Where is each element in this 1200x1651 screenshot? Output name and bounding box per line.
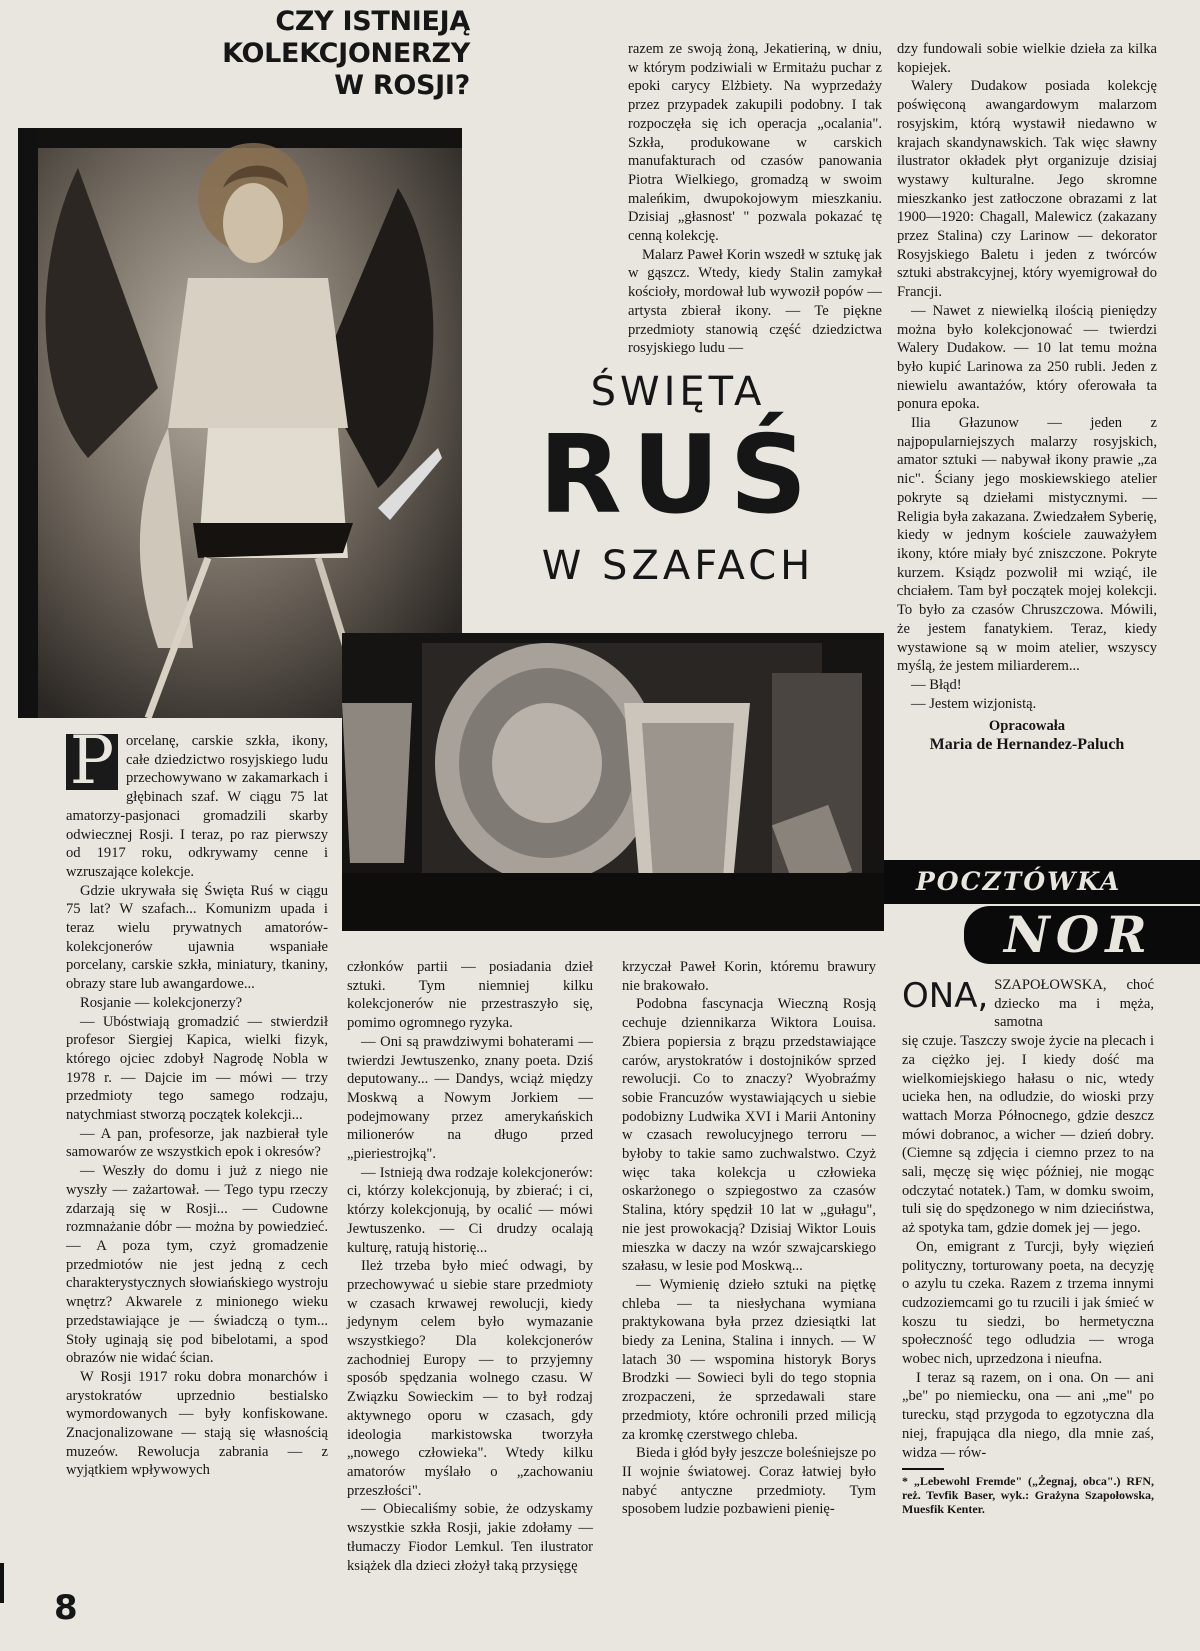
pocztowka-label: POCZTÓWKA — [916, 867, 1122, 896]
left-edge-mark — [0, 1563, 4, 1603]
paragraph: — Wymienię dzieło sztuki na piętkę chleba — ta niesłychana wymiana praktykowana była przez dziesiątki lat biedy za Lenina, Stalina i innych. — W latach 30 — wspomina historyk Borys Brodzki — Sowieci byli do tego stopnia zrozpaczeni, że sprzedawali stare przedmioty, które ochronili przed milicją za kromkę czerstwego chleba. — [622, 1276, 876, 1443]
kicker-title — [150, 6, 470, 102]
paragraph: — Istnieją dwa rodzaje kolekcjonerów: ci, którzy kolekcjonują, by zbierać; i ci, którzy kolekcjonują, by ocalić — mówi Jewtuszenko. — Ci drudzy ocalają kulturę, ratują historię... — [347, 1164, 593, 1256]
paragraph: Podobna fascynacja Wieczną Rosją cechuje dziennikarza Wiktora Louisa. Zbiera popiersia z brązu przedstawiające carów, arystokratów i dostojników sprzed rewolucji. Co to znaczy? Wyobraźmy sobie Francuzów wystawiających u siebie podobizny Ludwika XVI i Marii Antoniny w czasach rewolucyjnego terroru — byłoby to takie samo zuchwalstwo. Czyż więc taka kolekcja u człowieka oskarżonego o szpiegostwo za czasów Stalina, który spędził 10 lat w „gułagu", nie jest prowokacją? Dzisiaj Wiktor Louis mieszka w daczy na wzór szwajcarskiego szałasu, w lesie pod Moskwą... — [622, 996, 876, 1275]
paragraph: — Jestem wizjonistą. — [911, 695, 1037, 712]
paragraph: krzyczał Paweł Korin, któremu brawury nie brakowało. — [622, 959, 876, 994]
headline-line-2: RUŚ — [538, 413, 818, 538]
paragraph: razem ze swoją żoną, Jekatieriną, w dniu, w którym podziwiali w Ermitażu puchar z epoki carycy Elżbiety. Na wyprzedaży przez przypadek zakupili podobny. I tak rozpoczęła się ich operacja „ocalania". Szkła, produkowane w carskich manufakturach od czasów panowania Piotra Wielkiego, gromadzą w swoim maleńkim, dwupokojowym mieszkaniu. Dzisiaj „głasnost' " pozwala pokazać tę cenną kolekcję. — [628, 41, 882, 245]
paragraph: — Nawet z niewielką ilością pieniędzy można było kolekcjonować — twierdzi Walery Dudakow. — 10 lat temu można było kupić Larinowa za 250 rubli. Jeden z niewielu awantażów, który oferowała ta ponura epoka. — [897, 302, 1157, 413]
paragraph: — Błąd! — [911, 676, 962, 693]
article-column-3-bottom — [622, 958, 876, 1519]
nor-label: NOR — [1004, 905, 1153, 964]
credit-name: Maria de Hernandez-Paluch — [929, 736, 1125, 754]
article-column-2 — [347, 958, 593, 1575]
article-column-3-top — [628, 40, 882, 358]
kicker-line: CZY ISTNIEJĄ — [275, 6, 470, 37]
paragraph: Bieda i głód były jeszcze boleśniejsze po II wojnie światowej. Coraz łatwiej było nabyć antyczne przedmioty. Tym sposobem ludzie pozbawieni pienię- — [622, 1445, 876, 1518]
paragraph: On, emigrant z Turcji, były więzień polityczny, torturowany poeta, na decyzję o azylu tu czeka. Razem z trzema innymi cudzoziemcami go tu rzucili i jak śmieć w koszu tu siedzi, bo hermetyczna społeczność tego odludzia — wroga wobec nich, uprzedzona i nieufna. — [902, 1238, 1154, 1368]
paragraph: Rosjanie — kolekcjonerzy? — [80, 994, 243, 1011]
article-column-1 — [66, 722, 328, 1480]
paragraph: — Oni są prawdziwymi bohaterami — twierdzi Jewtuszenko, znany poeta. Dziś deputowany... — Dandys, wciąż między Moskwą a Nowym Jorkiem — podejmowany przez amerykańskich milionerów na długo przed „pieriestrojką". — [347, 1033, 593, 1163]
headline — [498, 368, 858, 596]
silverware-image — [342, 633, 884, 931]
footnote-divider — [902, 1468, 944, 1470]
page-number: 8 — [54, 1588, 78, 1628]
sidebar-lead-small: SZAPOŁOWSKA, choć dziecko ma i męża, samotna — [994, 977, 1154, 1031]
paragraph: Malarz Paweł Korin wszedł w sztukę jak w gąszcz. Wtedy, kiedy Stalin zamykał kościoły, mordował lub wywoził popów — artysta zbierał ikony. — Te piękne przedmioty stanowią część dziedzictwa rosyjskiego ludu — — [628, 246, 882, 357]
icon-photo — [18, 128, 462, 718]
paragraph: W Rosji 1917 roku dobra monarchów i arystokratów uprzednio bestialsko wymordowanych — były konfiskowane. Znacjonalizowane — stają się własnością muzeów. Rewolucja zabrania — z wyjątkiem wpływowych — [66, 1368, 328, 1479]
paragraph: Ilia Głazunow — jeden z najpopularniejszych malarzy rosyjskich, amator sztuki — nabywał ikony prawie „za nic". Ściany jego moskiewskiego atelier pokryte są dziełami mistycznymi. — Religia była zakazana. Zwiedzałem Syberię, kiedy w jednym kościele zauważyłem ikony, które miały być zniszczone. Pokryte kurzem. Ksiądz pozwolił mi wziąć, ile chciałem. Tam był początek mojej kolekcji. To było za czasów Chruszczowa. Mówili, że jestem fanatykiem. Teraz, kiedy wystawione są w moim atelier, wszyscy myślą, że jestem miliarderem... — [897, 415, 1157, 675]
sidebar-lead-big: ONA, — [902, 976, 989, 1016]
pocztowka-banner — [884, 860, 1200, 904]
paragraph: — Weszły do domu i już z niego nie wyszły — zażartował. — Tego typu rzeczy zdarzają się w Rosji... — Cudowne rozmnażanie dóbr — można by powiedzieć. — A poza tym, czyż gromadzenie przedmiotów nie jest jedną z cech charakterystycznych słowiańskiego wystroju wnętrz? Akwarele z minionego wieku przedstawiające je — świadczą o tym... Stoły uginają się pod bibelotami, a spod obrazów nie widać ścian. — [66, 1163, 328, 1367]
nor-title-box — [964, 906, 1200, 964]
paragraph: członków partii — posiadania dzieł sztuki. Tym niemniej kilku kolekcjonerów nie przestraszyło się, pomimo ogromnego ryzyka. — [347, 959, 593, 1032]
kicker-line: KOLEKCJONERZY — [222, 38, 470, 69]
paragraph: Walery Dudakow posiada kolekcję poświęconą awangardowym malarzom rosyjskim, którą wystawił niedawno w krajach skandynawskich. Tak więc sławny ilustrator okładek płyt organizuje dzisiaj wystawy kulturalne. Jego skromne mieszkanko jest zatłoczone obrazami z lat 1900—1920: Chagall, Malewicz (zakazany przez Stalina) czy Larinow — dekorator Rosyjskiego Baletu i jeden z twórców sztuki abstrakcyjnej, który wyemigrował do Francji. — [897, 78, 1157, 301]
kicker-line: W ROSJI? — [334, 70, 470, 101]
paragraph: dzy fundowali sobie wielkie dzieła za kilka kopiejek. — [897, 41, 1157, 76]
paragraph: Ileż trzeba było mieć odwagi, by przechowywać u siebie stare przedmioty w czasach krwawej rewolucji, kiedy jedynym celem było wymazanie wszystkiego? Dla kolekcjonerów zachodniej Europy — to przyjemny sposób spędzania wolnego czasu. W Związku Sowieckim — to był rodzaj aktywnego oporu w czasach, gdy ideologia markistowska tworzyła „nowego człowieka". Wtedy kilku amatorów myślało o „zachowaniu przeszłości". — [347, 1258, 593, 1499]
silver-photo — [342, 633, 884, 931]
article-column-4 — [897, 40, 1157, 755]
headline-line-1: ŚWIĘTA — [590, 369, 766, 415]
paragraph: — Obiecaliśmy sobie, że odzyskamy wszystkie szkła Rosji, jakie zdołamy — tłumaczy Fiodor Lemkul. Ten ilustrator książek dla dzieci złożył taką przysięgę — [347, 1501, 593, 1574]
paragraph: się czuje. Taszczy swoje życie na plecach i za ciężko jej. I kiedy dość ma wielkomiejskiego hałasu o nic, wtedy ucieka hen, na odludzie, do wioski przy wattach Morza Północnego, gdzie deszcz mówi dobranoc, a wicher — dzień dobry. (Ciemne są zdjęcia i ciemno przez to na sali, męczę się więc później, nie mogąc odczytać notatek.) Tam, w domku swoim, tuli się do spędzonego w nim dzieciństwa, aż spotyka tam, gdzie domek jej — jego. — [902, 1033, 1154, 1237]
sidebar-lead — [902, 976, 1154, 1032]
sidebar-article — [902, 976, 1154, 1516]
lead-paragraph: orcelanę, carskie szkła, ikony, całe dziedzictwo rosyjskiego ludu przechowywano w zakamarkach i głębinach szaf. W ciągu 75 lat amatorzy-pasjonaci gromadzili skarby odwiecznej Rosji. I teraz, po raz pierwszy od 1917 roku, odkrywamy cenne i wzruszające kolekcje. — [66, 733, 328, 880]
credit-label: Opracowała — [988, 718, 1066, 735]
paragraph: — A pan, profesorze, jak nazbierał tyle samowarów ze wszystkich epok i okresów? — [66, 1125, 328, 1161]
paragraph: Gdzie ukrywała się Święta Ruś w ciągu 75 lat? W szafach... Komunizm upada i teraz wielu prywatnych amatorów-kolekcjonerów ujawnia wspaniałe porcelany, carskie szkła, miniatury, tkaniny, obrazy stare lub awangardowe... — [66, 882, 328, 993]
paragraph: — Ubóstwiają gromadzić — stwierdził profesor Siergiej Kapica, wielki fizyk, którego ojciec zdobył Nagrodę Nobla w 1978 r. — Dajcie im — mówi — trzy przedmioty tego samego rodzaju, natychmiast stworzą początek kolekcji... — [66, 1013, 328, 1124]
paragraph: I teraz są razem, on i ona. On — ani „be" po niemiecku, ona — ani „me" po turecku, stąd przygoda to egzotyczna dla niej, frapująca dla niego, dla mnie zaś, widza — rów- — [902, 1369, 1154, 1461]
footnote: * „Lebewohl Fremde" („Żegnaj, obca".) RFN, reż. Tevfik Baser, wyk.: Grażyna Szapołowska, Muesfik Kenter. — [902, 1474, 1154, 1517]
dropcap: P — [66, 734, 118, 790]
headline-line-3: W SZAFACH — [541, 543, 815, 589]
archangel-icon-image — [18, 128, 462, 718]
